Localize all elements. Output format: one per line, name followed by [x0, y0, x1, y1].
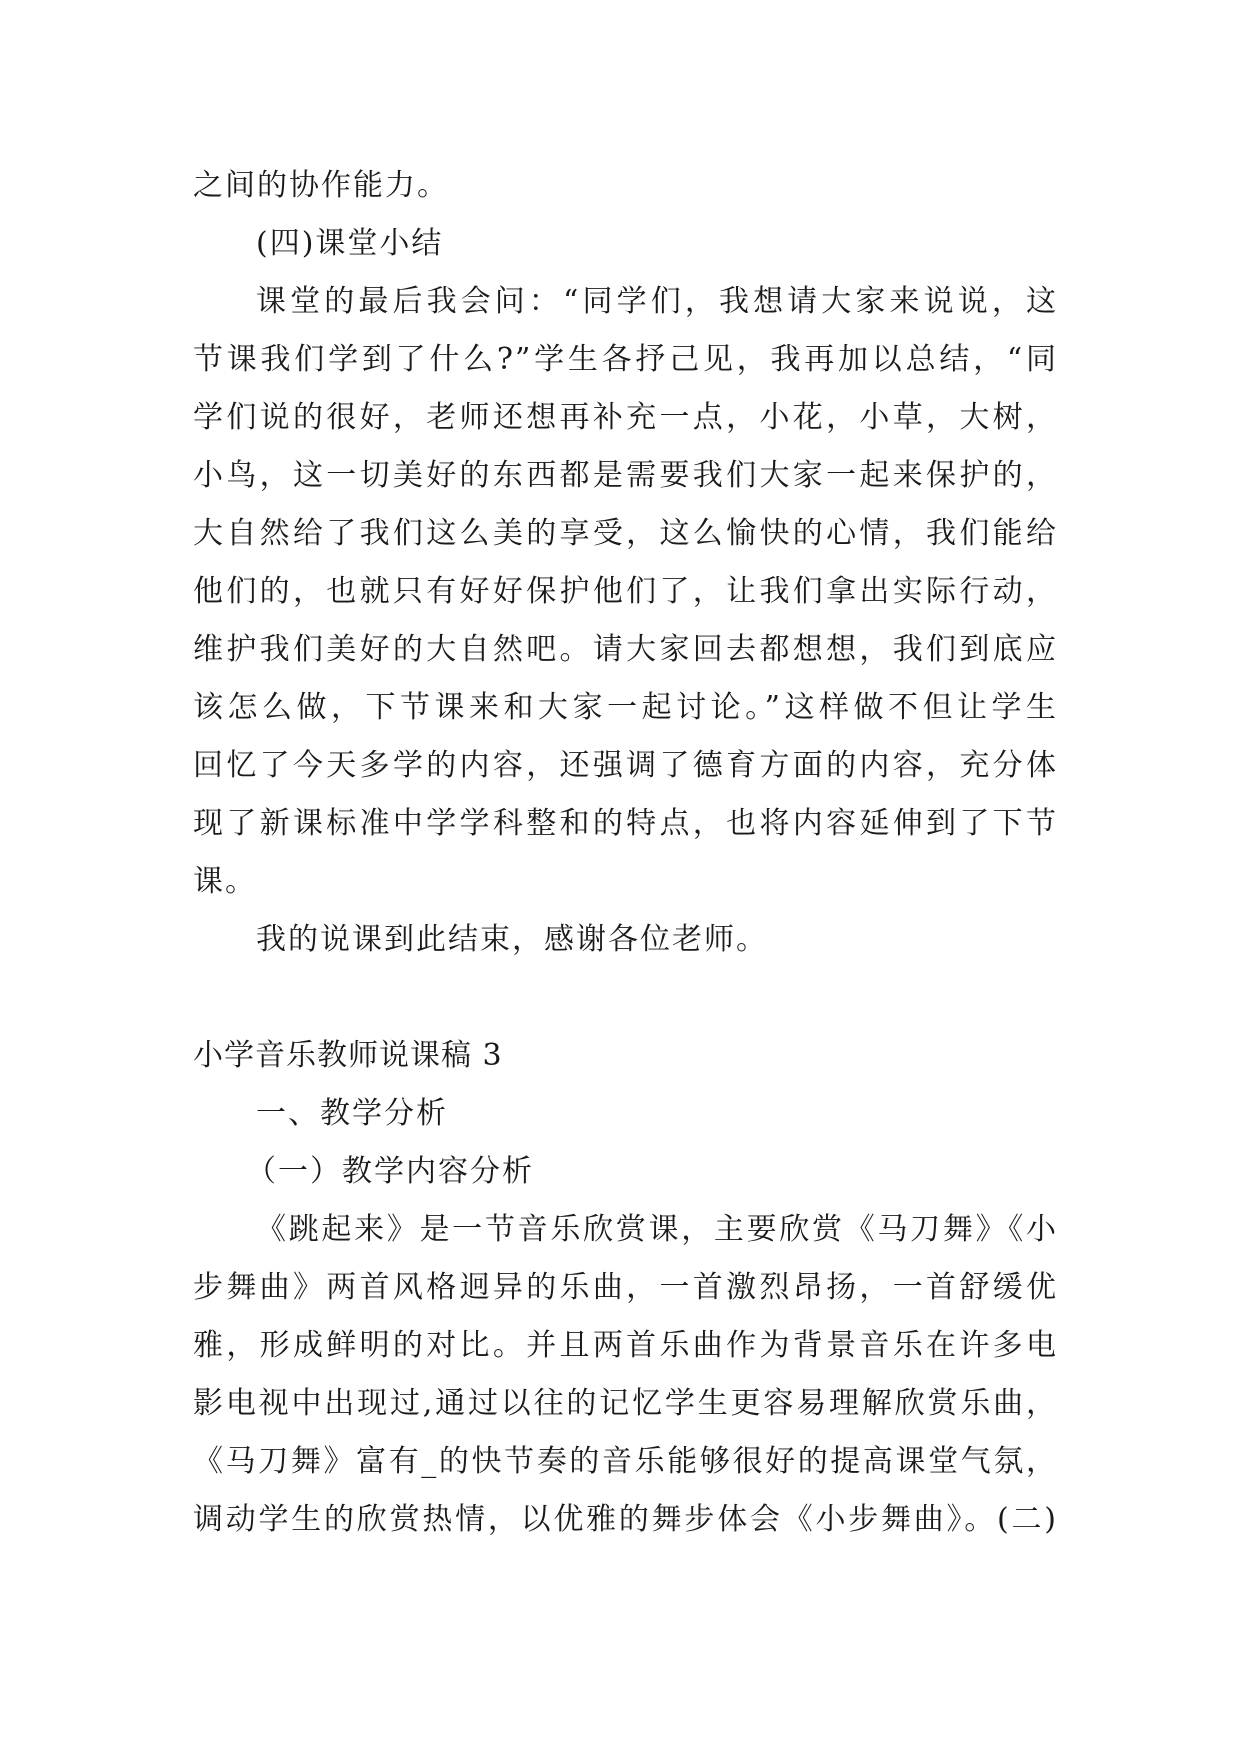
content-line: 《跳起来》是一节音乐欣赏课，主要欣赏《马刀舞》《小: [256, 1212, 1058, 1247]
content-line: 调动学生的欣赏热情，以优雅的舞步体会《小步舞曲》。(二): [193, 1502, 1058, 1537]
summary-line: 现了新课标准中学学科整和的特点，也将内容延伸到了下节: [193, 806, 1058, 841]
summary-line: 节课我们学到了什么?”学生各抒己见，我再加以总结，“同: [193, 342, 1058, 377]
subheading-class-summary: (四)课堂小结: [256, 226, 444, 261]
summary-line: 维护我们美好的大自然吧。请大家回去都想想，我们到底应: [193, 632, 1058, 667]
heading-teaching-analysis: 一、教学分析: [256, 1096, 448, 1131]
content-line: 步舞曲》两首风格迥异的乐曲，一首激烈昂扬，一首舒缓优: [193, 1270, 1058, 1305]
content-line: 影电视中出现过,通过以往的记忆学生更容易理解欣赏乐曲，: [193, 1386, 1058, 1421]
content-line: 《马刀舞》富有_的快节奏的音乐能够很好的提高课堂气氛，: [193, 1444, 1058, 1479]
content-line: 雅，形成鲜明的对比。并且两首乐曲作为背景音乐在许多电: [193, 1328, 1058, 1363]
summary-line: 大自然给了我们这么美的享受，这么愉快的心情，我们能给: [193, 516, 1058, 551]
summary-line: 学们说的很好，老师还想再补充一点，小花，小草，大树，: [193, 400, 1058, 435]
summary-line: 课。: [193, 864, 257, 899]
summary-line: 该怎么做，下节课来和大家一起讨论。”这样做不但让学生: [193, 690, 1058, 725]
closing-paragraph: 我的说课到此结束，感谢各位老师。: [256, 922, 768, 957]
summary-line: 他们的，也就只有好好保护他们了，让我们拿出实际行动，: [193, 574, 1058, 609]
document-title: 小学音乐教师说课稿 3: [193, 1038, 503, 1073]
paragraph-continuation: 之间的协作能力。: [193, 168, 449, 203]
summary-line: 回忆了今天多学的内容，还强调了德育方面的内容，充分体: [193, 748, 1058, 783]
summary-line: 课堂的最后我会问：“同学们，我想请大家来说说，这: [256, 284, 1058, 319]
summary-line: 小鸟，这一切美好的东西都是需要我们大家一起来保护的，: [193, 458, 1058, 493]
heading-content-analysis: （一）教学内容分析: [246, 1154, 534, 1189]
